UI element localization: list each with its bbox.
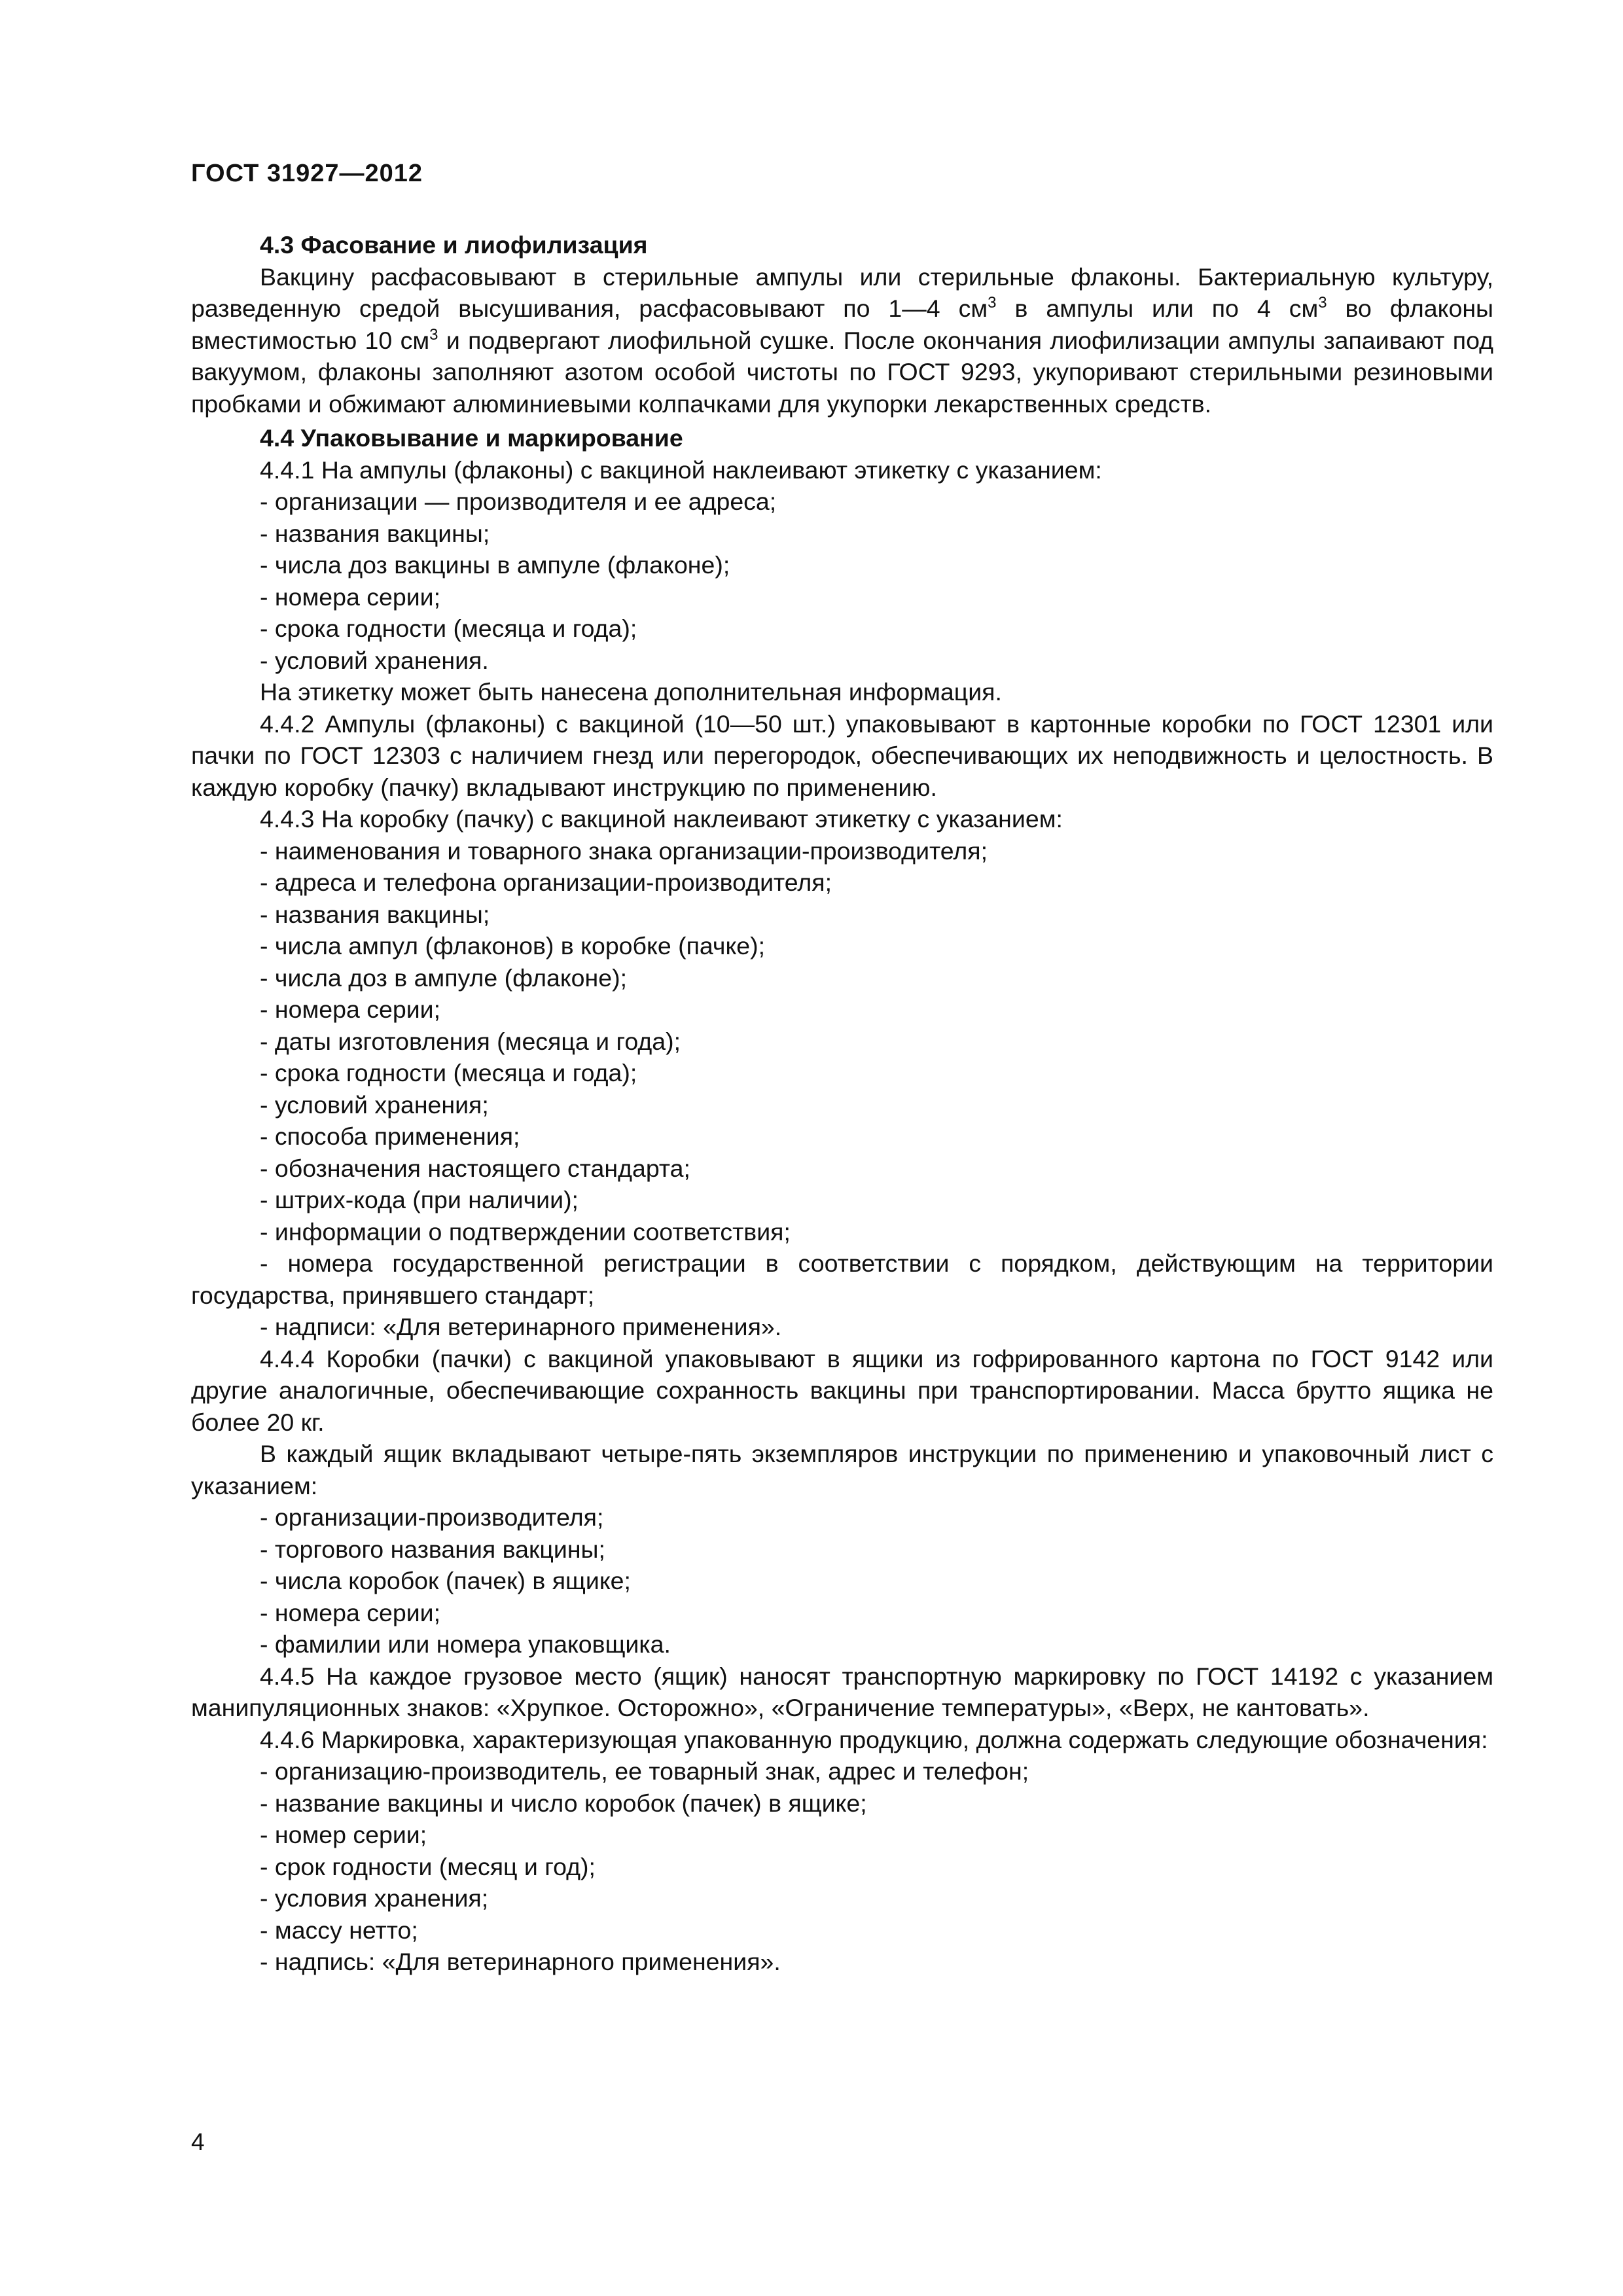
list-item: - числа доз вакцины в ампуле (флаконе); — [260, 551, 730, 579]
list-item: - организации — производителя и ее адреса; — [260, 488, 777, 515]
list-item: - адреса и телефона организации-производителя; — [260, 869, 832, 896]
clause-4-4-6: 4.4.6 Маркировка, характеризующая упакованную продукцию, должна содержать следующие обозначения: — [260, 1725, 1488, 1753]
list-item: - номера серии; — [260, 583, 441, 611]
list-item-registration: - номера государственной регистрации в соответствии с порядком, действующим на территории государства, принявшего стандарт; — [191, 1249, 1493, 1309]
list-item: - информации о подтверждении соответствия; — [260, 1217, 791, 1246]
list-item: - организации-производителя; — [260, 1503, 604, 1531]
list-item: - номер серии; — [260, 1821, 427, 1848]
list-item: - фамилии или номера упаковщика. — [260, 1630, 671, 1658]
list-item: - наименования и товарного знака организации-производителя; — [260, 836, 988, 865]
clause-4-4-2: 4.4.2 Ампулы (флаконы) с вакциной (10—50 шт.) упаковывают в картонные коробки по ГОСТ 12301 или пачки по ГОСТ 12303 с наличием гнезд или перегородок, обеспечивающих их неподвижность и целостность. В каждую коробку (пачку) вкладывают инструкцию по применению. — [191, 709, 1493, 801]
list-item: - условий хранения. — [260, 646, 489, 674]
list-item: - срок годности (месяц и год); — [260, 1852, 596, 1880]
s43-sup-3: 3 — [429, 325, 438, 344]
list-item: - условий хранения; — [260, 1090, 489, 1119]
s43-sup-1: 3 — [988, 294, 997, 312]
list-item: - числа коробок (пачек) в ящике; — [260, 1567, 631, 1594]
clause-4-4-4: 4.4.4 Коробки (пачки) с вакциной упаковывают в ящики из гофрированного картона по ГОСТ 9142 или другие аналогичные, обеспечивающие сохранность вакцины при транспортировании. Масса брутто ящика не более 20 кг. — [191, 1344, 1493, 1436]
s43-text-a: Вакцину расфасовывают в стерильные ампулы или стерильные флаконы. Бактериальную культуру, разведенную средой высушивания, расфасовывают по 1—4 см — [191, 262, 1493, 322]
list-item: - торгового названия вакцины; — [260, 1535, 605, 1563]
list-item: - обозначения настоящего стандарта; — [260, 1154, 690, 1182]
list-item: - штрих-кода (при наличии); — [260, 1186, 579, 1213]
list-item: - массу нетто; — [260, 1916, 418, 1944]
list-item: - числа ампул (флаконов) в коробке (пачке); — [260, 932, 766, 960]
list-item: - даты изготовления (месяца и года); — [260, 1027, 681, 1055]
section-4-3-title: 4.3 Фасование и лиофилизация — [260, 231, 648, 259]
document-body — [191, 229, 1493, 1978]
list-item: - срока годности (месяца и года); — [260, 1059, 637, 1086]
clause-4-4-5: 4.4.5 На каждое грузовое место (ящик) наносят транспортную маркировку по ГОСТ 14192 с указанием манипуляционных знаков: «Хрупкое. Осторожно», «Ограничение температуры», «Верх, не кантовать». — [191, 1662, 1493, 1721]
list-item: - надпись: «Для ветеринарного применения». — [260, 1948, 781, 1975]
clause-4-4-4-b: В каждый ящик вкладывают четыре-пять экземпляров инструкции по применению и упаковочный лист с указанием: — [191, 1440, 1493, 1499]
section-4-4-title: 4.4 Упаковывание и маркирование — [260, 424, 683, 452]
clause-4-4-1: 4.4.1 На ампулы (флаконы) с вакциной наклеивают этикетку с указанием: — [260, 456, 1102, 484]
s43-sup-2: 3 — [1318, 294, 1327, 312]
section-4-3-paragraph — [191, 261, 1493, 420]
list-item: - названия вакцины; — [260, 900, 490, 928]
s43-text-b: в ампулы или по 4 см — [996, 295, 1319, 322]
list-item: - надписи: «Для ветеринарного применения». — [260, 1313, 782, 1340]
document-header: ГОСТ 31927—2012 — [191, 160, 423, 187]
list-item: - организацию-производитель, ее товарный знак, адрес и телефон; — [260, 1757, 1029, 1785]
list-item: - способа применения; — [260, 1122, 520, 1150]
list-item: - названия вакцины; — [260, 519, 490, 547]
list-item: - условия хранения; — [260, 1884, 489, 1912]
clause-4-4-3: 4.4.3 На коробку (пачку) с вакциной наклеивают этикетку с указанием: — [260, 805, 1063, 833]
list-item: - числа доз в ампуле (флаконе); — [260, 963, 627, 992]
page-number: 4 — [191, 2128, 205, 2155]
list-item: - название вакцины и число коробок (пачек) в ящике; — [260, 1789, 867, 1817]
list-item: - номера серии; — [260, 1598, 441, 1626]
s43-text-c: во флаконы вместимостью 10 см — [191, 295, 1493, 354]
list-item: - срока годности (месяца и года); — [260, 615, 637, 642]
s43-text-d: и подвергают лиофильной сушке. После окончания лиофилизации ампулы запаивают под вакуумом, флаконы заполняют азотом особой чистоты по ГОСТ 9293, укупоривают стерильными резиновыми пробками и обжимают алюминиевыми колпачками для укупорки лекарственных средств. — [191, 326, 1493, 418]
clause-4-4-1-note: На этикетку может быть нанесена дополнительная информация. — [260, 678, 1002, 706]
list-item: - номера серии; — [260, 996, 441, 1023]
